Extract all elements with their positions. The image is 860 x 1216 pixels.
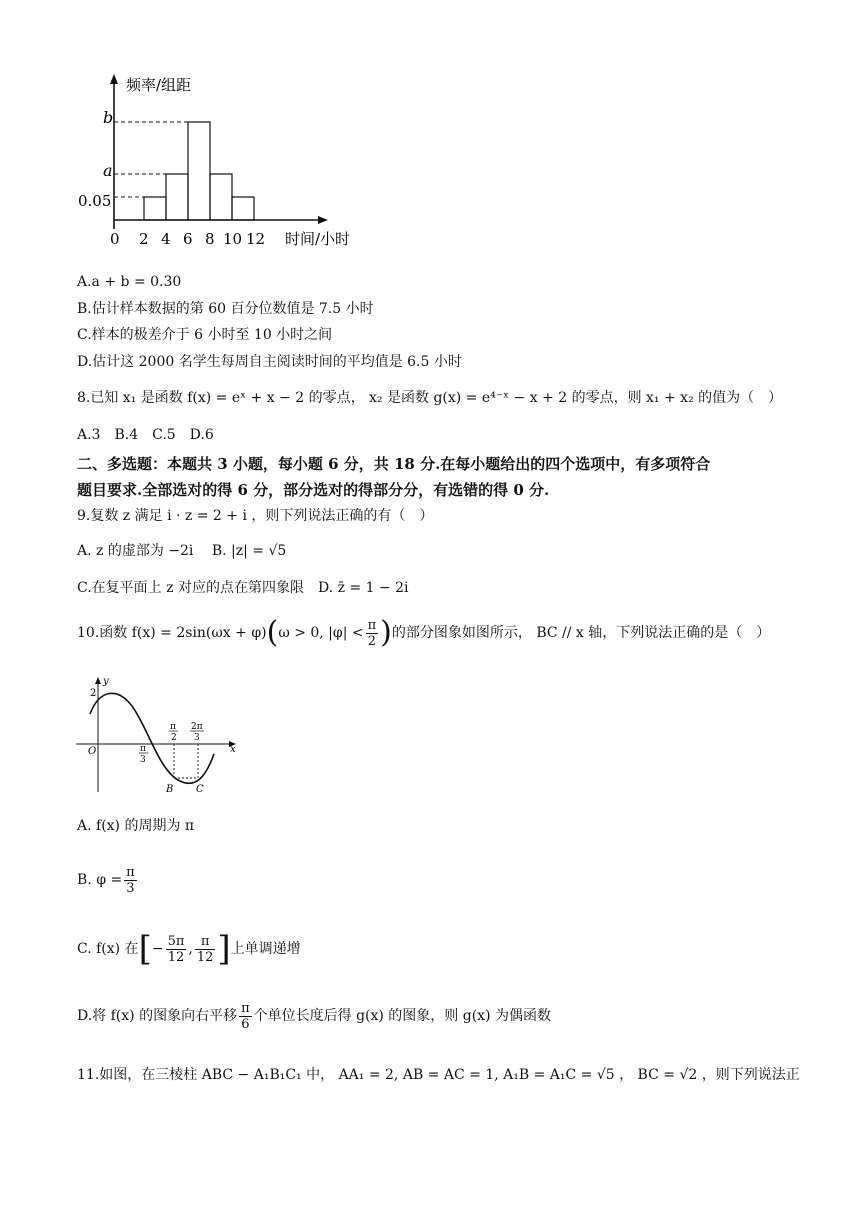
q9-options-ab: A. z 的虚部为 −2i B. |z| = √5 (77, 543, 287, 559)
bar-6-8 (188, 122, 210, 220)
graph-x-label: x (230, 744, 236, 755)
numerator: 5π (167, 933, 185, 949)
q7-option-a: A.a + b = 0.30 (77, 274, 182, 290)
x-tick-2: 2 (139, 230, 149, 248)
x-tick-8: 8 (205, 230, 215, 248)
x-axis-label: 时间/小时 (285, 230, 351, 248)
graph-two: 2 (90, 688, 97, 699)
graph-pi2-den: 2 (171, 733, 177, 743)
graph-y-label: y (103, 676, 109, 687)
y-tick-b: b (103, 108, 114, 127)
denominator: 2 (367, 633, 377, 649)
fraction-5pi-over-12 (166, 934, 187, 965)
numerator: π (126, 864, 135, 880)
q10-option-b-text: B. φ = (77, 872, 123, 888)
sine-graph (70, 672, 250, 802)
graph-pi3-num: π (140, 744, 146, 754)
x-tick-4: 4 (161, 230, 171, 248)
graph-2pi3-num: 2π (191, 722, 203, 732)
q8-stem: 8.已知 x₁ 是函数 f(x) = eˣ + x − 2 的零点， x₂ 是函数 g(x) = e⁴⁻ˣ − x + 2 的零点，则 x₁ + x₂ 的值为（ ） (77, 390, 783, 406)
q10-option-d-text: D.将 f(x) 的图象向右平移 (77, 1008, 238, 1024)
left-bracket: [ (138, 929, 152, 969)
denominator: 12 (167, 949, 185, 965)
q9-stem: 9.复数 z 满足 i · z = 2 + i ，则下列说法正确的有（ ） (77, 508, 434, 524)
q7-option-d: D.估计这 2000 名学生每周自主阅读时间的平均值是 6.5 小时 (77, 354, 462, 370)
fraction-pi-over-2 (366, 618, 379, 649)
q10-option-d (77, 996, 551, 1036)
q9-options-cd: C.在复平面上 z 对应的点在第四象限 D. z̄ = 1 − 2i (77, 580, 409, 596)
graph-y-arrow (95, 677, 101, 684)
right-paren: ) (380, 615, 392, 650)
graph-2pi3-den: 3 (194, 733, 200, 743)
q8-options: A.3 B.4 C.5 D.6 (77, 427, 214, 443)
bar-8-10 (210, 174, 232, 220)
fraction-pi-over-12 (195, 934, 216, 965)
bar-10-12 (232, 197, 254, 220)
graph-pi3-den: 3 (140, 755, 146, 765)
y-axis-label: 频率/组距 (126, 76, 192, 94)
graph-point-c: C (196, 784, 204, 795)
section2-line2: 题目要求.全部选对的得 6 分，部分选对的得部分分，有选错的得 0 分. (77, 481, 550, 499)
q7-option-c: C.样本的极差介于 6 小时至 10 小时之间 (77, 327, 333, 343)
bar-2-4 (144, 197, 166, 220)
q7-option-b: B.估计样本数据的第 60 百分位数值是 7.5 小时 (77, 301, 374, 317)
x-tick-6: 6 (183, 230, 193, 248)
x-tick-10: 10 (223, 230, 243, 248)
x-tick-0: 0 (110, 230, 120, 248)
y-tick-005: 0.05 (78, 192, 112, 210)
q10-option-b (77, 860, 139, 900)
section2-line1: 二、多选题：本题共 3 小题，每小题 6 分，共 18 分.在每小题给出的四个选项中，有多项符合 (77, 455, 711, 473)
graph-point-b: B (166, 784, 174, 795)
numerator: π (367, 617, 377, 633)
q10-option-c-text: C. f(x) 在 (77, 941, 139, 957)
x-axis-arrow (318, 216, 328, 224)
bar-4-6 (166, 174, 188, 220)
q10-stem-function: 10.函数 f(x) = 2sin(ωx + φ) (77, 625, 267, 641)
q10-condition: ω > 0, |φ| < (278, 625, 364, 641)
q10-option-c-tail: 上单调递增 (230, 941, 301, 957)
denominator: 3 (126, 880, 135, 896)
q10-stem (77, 613, 770, 653)
q10-stem-tail: 的部分图象如图所示， BC // x 轴，下列说法正确的是（ ） (391, 625, 771, 641)
x-tick-12: 12 (246, 230, 266, 248)
y-tick-a: a (103, 161, 113, 180)
histogram-chart (70, 68, 370, 253)
denominator: 12 (196, 949, 214, 965)
right-bracket: ] (217, 929, 231, 969)
y-axis-arrow (110, 74, 118, 84)
left-paren: ( (266, 615, 279, 650)
numerator: π (241, 1000, 250, 1016)
q10-option-d-tail: 个单位长度后得 g(x) 的图象，则 g(x) 为偶函数 (253, 1008, 551, 1024)
numerator: π (195, 934, 216, 950)
q11-stem: 11.如图，在三棱柱 ABC − A₁B₁C₁ 中， AA₁ = 2, AB = AC = 1, A₁B = A₁C = √5 ， BC = √2 ，则下列说法正 (77, 1067, 800, 1083)
graph-pi2-num: π (170, 722, 176, 732)
fraction-pi-over-3 (124, 865, 137, 896)
denominator: 6 (241, 1016, 250, 1032)
q10-option-c: C. f(x) 在[− $\frac{5\pi}{12}$ , $\frac{\pi}{12}$ ]上单调递增 (77, 929, 301, 969)
graph-origin: O (88, 746, 97, 757)
q10-option-a: A. f(x) 的周期为 π (77, 818, 195, 834)
fraction-pi-over-6 (239, 1001, 252, 1032)
